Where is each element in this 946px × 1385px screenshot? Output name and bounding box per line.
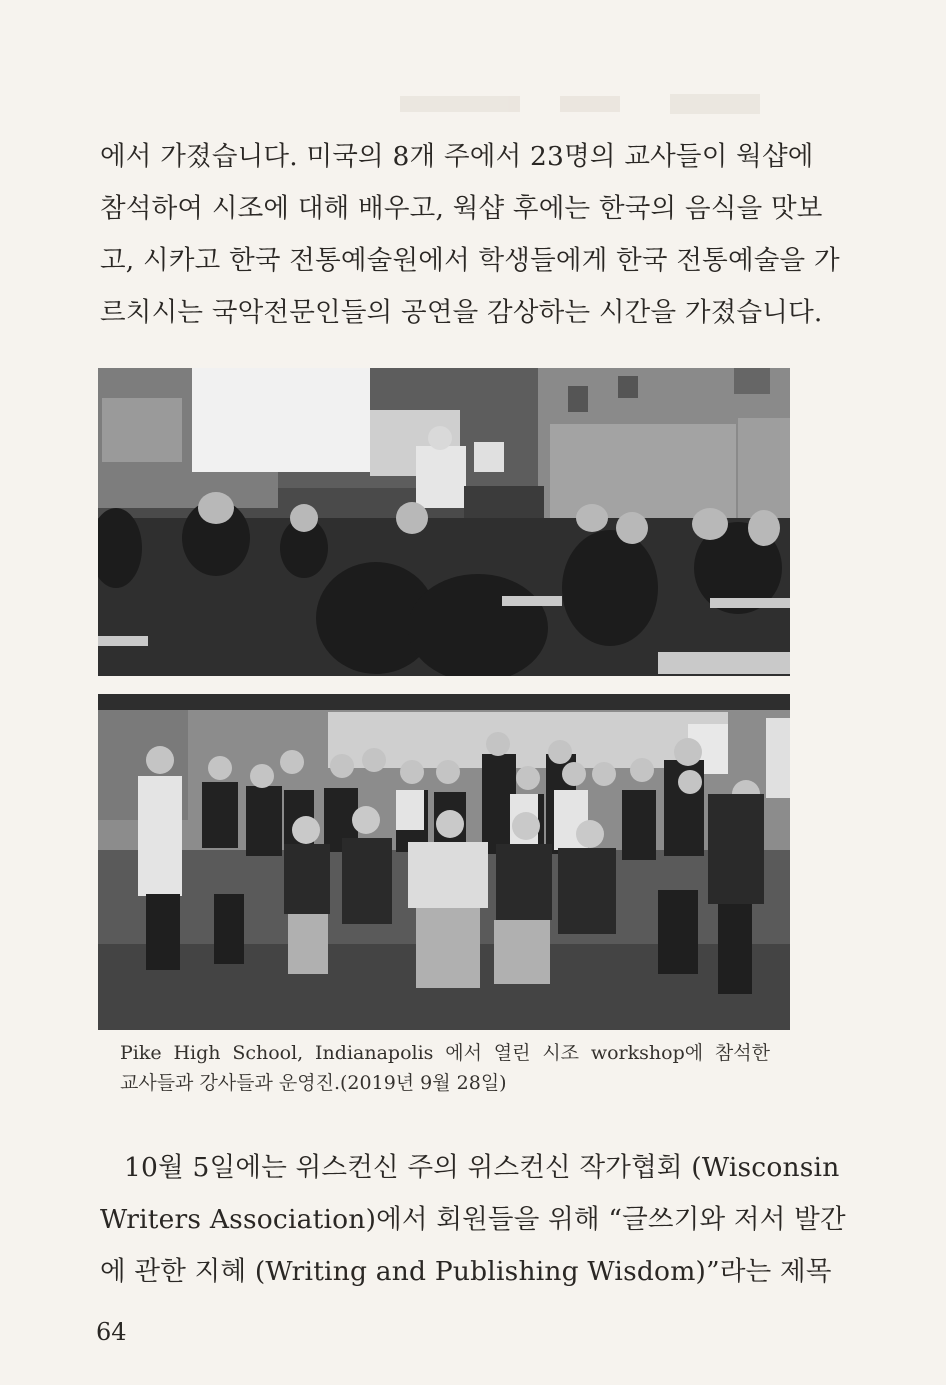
paragraph-line: 고, 시카고 한국 전통예술원에서 학생들에게 한국 전통예술을 가: [100, 245, 840, 276]
group-photo: [98, 694, 790, 1030]
workshop-classroom-photo: [98, 368, 790, 676]
paragraph-line: 에 관한 지혜 (Writing and Publishing Wisdom)”라는 제목: [100, 1256, 832, 1287]
paragraph-line: Writers Association)에서 회원들을 위해 “글쓰기와 저서 발간: [100, 1204, 846, 1235]
body-paragraph-2: [100, 1142, 846, 1298]
paragraph-line: 르치시는 국악전문인들의 공연을 감상하는 시간을 가졌습니다.: [100, 297, 823, 328]
caption-line: 교사들과 강사들과 운영진.(2019년 9월 28일): [120, 1072, 507, 1094]
paragraph-line: 참석하여 시조에 대해 배우고, 웍샵 후에는 한국의 음식을 맛보: [100, 193, 823, 224]
page-number: 64: [96, 1318, 127, 1346]
caption-line: Pike High School, Indianapolis 에서 열린 시조 workshop에 참석한: [120, 1042, 770, 1064]
photo-caption: [120, 1038, 770, 1098]
body-paragraph-1: [100, 131, 840, 339]
paragraph-line: 10월 5일에는 위스컨신 주의 위스컨신 작가협회 (Wisconsin: [124, 1152, 840, 1183]
paragraph-line: 에서 가졌습니다. 미국의 8개 주에서 23명의 교사들이 웍샵에: [100, 141, 814, 172]
